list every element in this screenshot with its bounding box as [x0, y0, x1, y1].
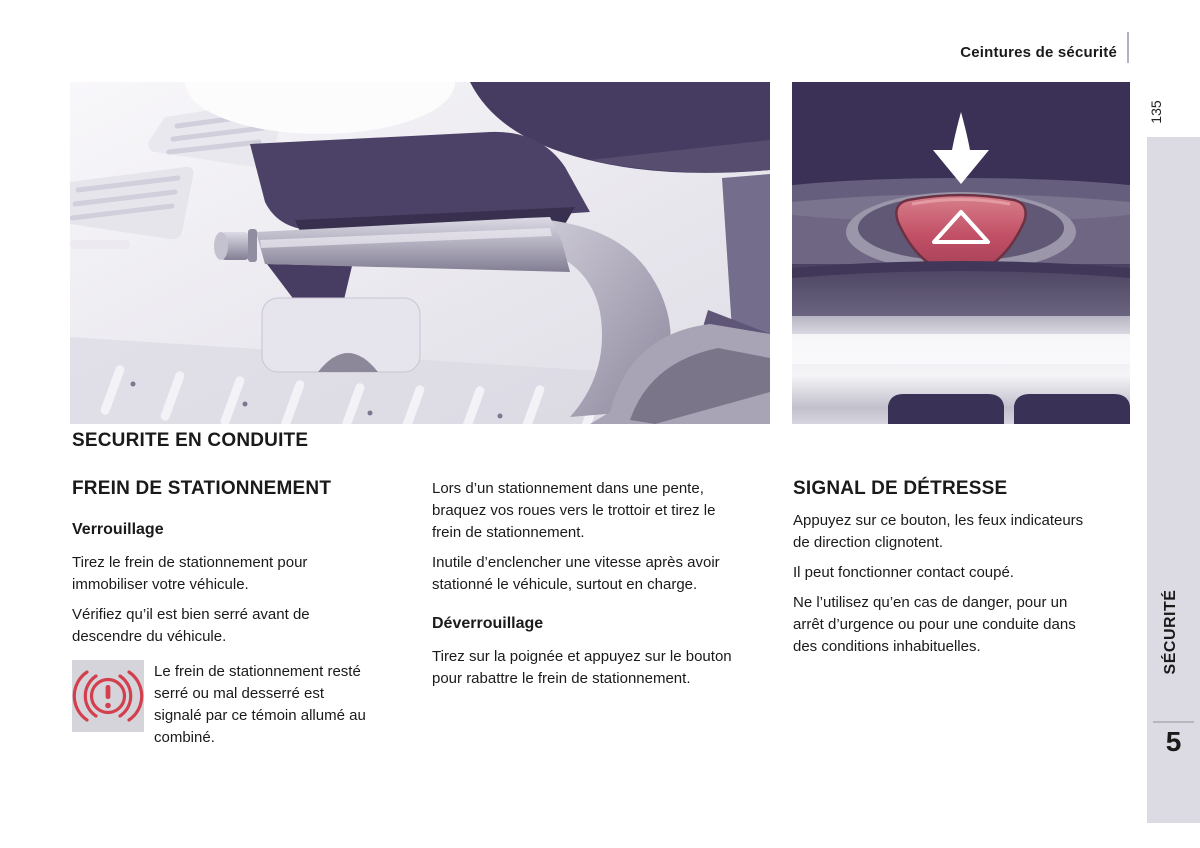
warning-text: Le frein de stationnement resté serré ou mal desserré est signalé par ce témoin allumé au combiné. [154, 663, 366, 746]
brake-warning-indicator-icon [72, 660, 144, 732]
unlock-subtitle: Déverrouillage [432, 615, 544, 632]
lock-paragraph-2: Vérifiez qu’il est bien serré avant de descendre du véhicule. [72, 606, 310, 645]
chapter-tab-divider [1153, 721, 1194, 723]
header-divider [1127, 32, 1129, 63]
chapter-tab-label: SÉCURITÉ [1162, 589, 1179, 675]
column-hazard [793, 478, 1095, 666]
slope-paragraph-2: Inutile d’enclencher une vitesse après avoir stationné le véhicule, surtout en charge. [432, 554, 720, 593]
hazard-paragraph-2: Il peut fonctionner contact coupé. [793, 564, 1014, 581]
section-title: SECURITE EN CONDUITE [72, 430, 309, 451]
slope-paragraph-1: Lors d’un stationnement dans une pente, braquez vos roues vers le trottoir et tirez le frein de stationnement. [432, 480, 716, 541]
handbrake-lever-photo [70, 82, 770, 424]
lock-subtitle: Verrouillage [72, 521, 164, 538]
hazard-paragraph-1: Appuyez sur ce bouton, les feux indicateurs de direction clignotent. [793, 512, 1084, 551]
lock-paragraph-1: Tirez le frein de stationnement pour immobiliser votre véhicule. [72, 554, 308, 593]
warning-block [72, 660, 372, 749]
page-number: 135 [1148, 100, 1164, 124]
hazard-warning-button-photo [792, 82, 1130, 424]
column-parking-brake [72, 478, 372, 749]
column-parking-brake-continued [432, 478, 744, 698]
page-header-title: Ceintures de sécurité [960, 44, 1117, 61]
unlock-paragraph-1: Tirez sur la poignée et appuyez sur le bouton pour rabattre le frein de stationnement. [432, 648, 732, 687]
hazard-title: SIGNAL DE DÉTRESSE [793, 478, 1008, 499]
hazard-paragraph-3: Ne l’utilisez qu’en cas de danger, pour un arrêt d’urgence ou pour une conduite dans des conditions inhabituelles. [793, 594, 1076, 655]
chapter-number: 5 [1165, 726, 1182, 757]
parking-brake-title: FREIN DE STATIONNEMENT [72, 478, 332, 499]
